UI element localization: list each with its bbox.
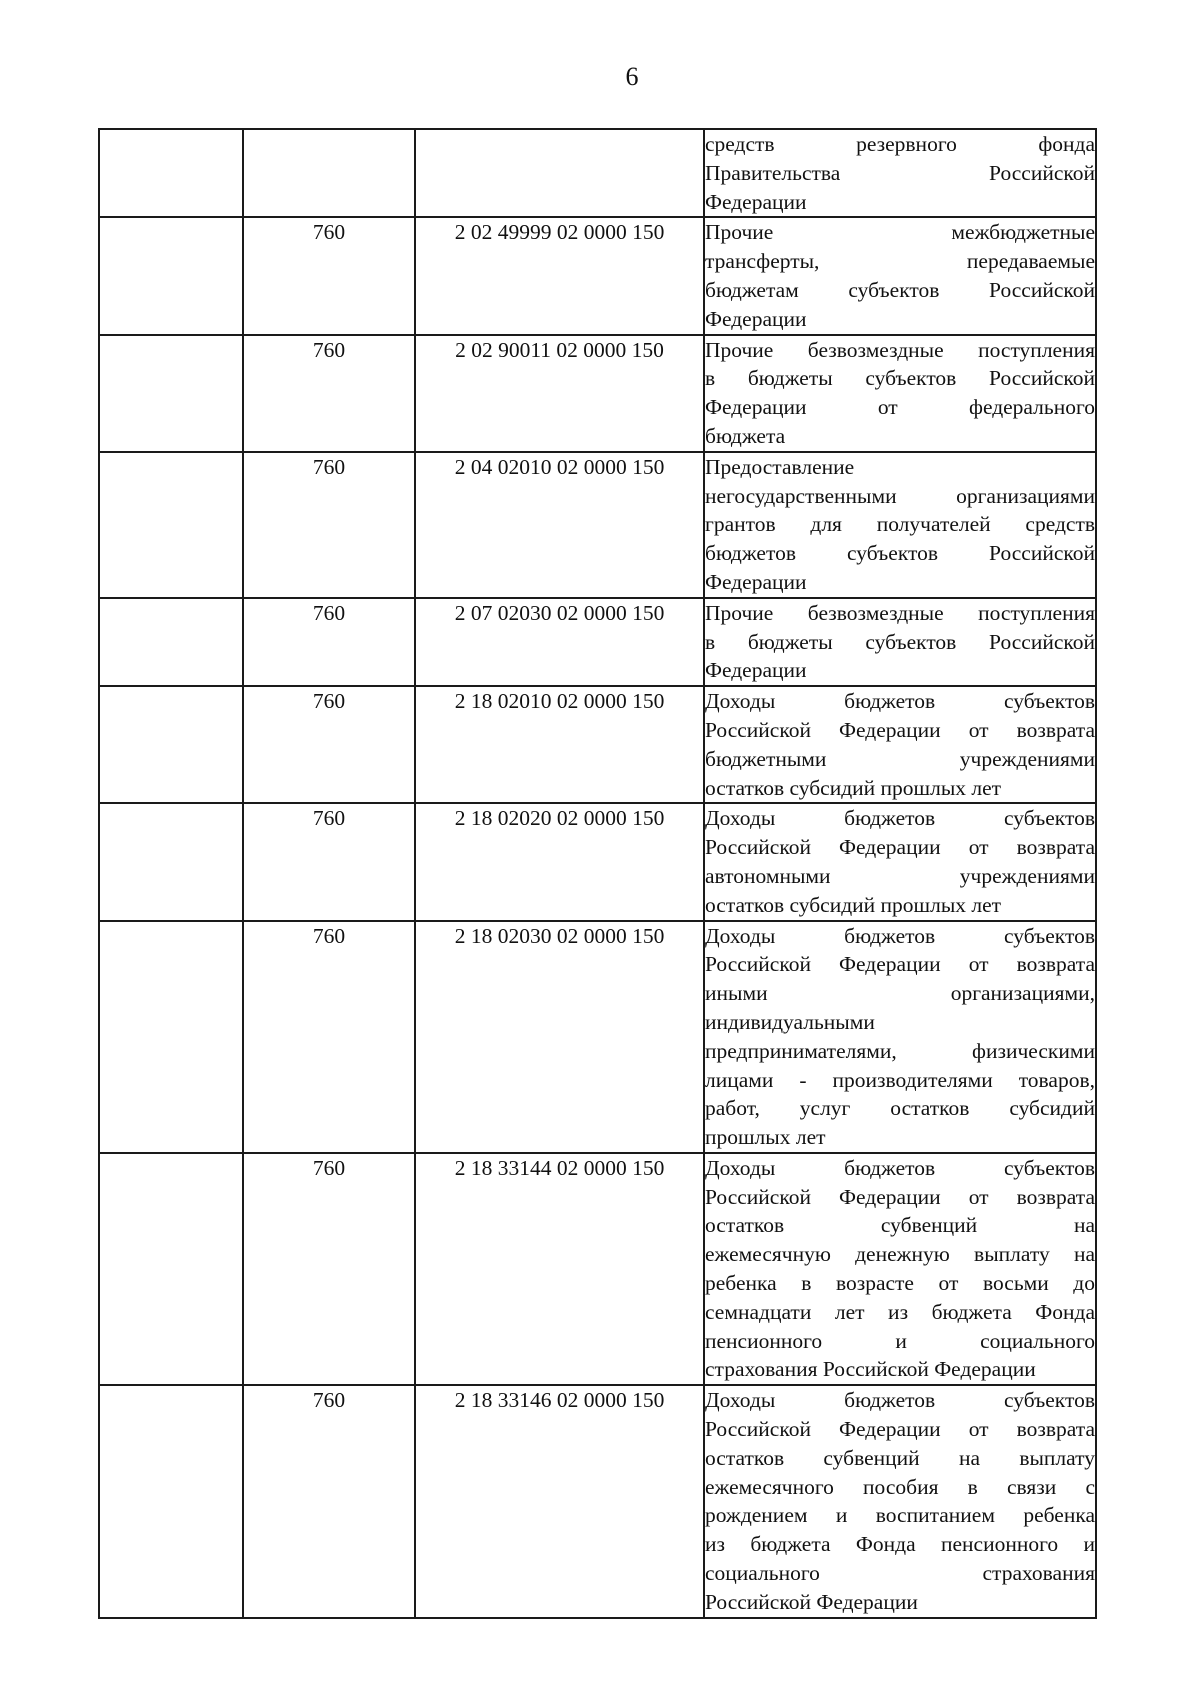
description-line: Доходы бюджетов субъектов <box>705 806 1095 831</box>
revenue-description-cell <box>704 686 1096 803</box>
empty-cell <box>99 921 243 1153</box>
budget-classification-code-cell: 2 04 02010 02 0000 150 <box>415 452 704 598</box>
description-line: остатков субсидий прошлых лет <box>705 775 1002 800</box>
description-line: Российской Федерации от возврата <box>705 1417 1095 1442</box>
description-line: страхования Российской Федерации <box>705 1357 1036 1382</box>
description-line: Российской Федерации от возврата <box>705 952 1095 977</box>
budget-classification-code-cell <box>415 129 704 217</box>
empty-cell <box>99 686 243 803</box>
description-line: в бюджеты субъектов Российской <box>705 629 1095 654</box>
description-line: трансферты, передаваемые <box>705 249 1095 274</box>
table-row <box>99 598 1096 686</box>
empty-cell <box>99 598 243 686</box>
table-row <box>99 217 1096 334</box>
description-line: рождением и воспитанием ребенка <box>705 1503 1095 1528</box>
budget-classification-code-cell: 2 07 02030 02 0000 150 <box>415 598 704 686</box>
table-row <box>99 1153 1096 1385</box>
empty-cell <box>99 803 243 920</box>
budget-classification-code-cell: 2 18 02010 02 0000 150 <box>415 686 704 803</box>
description-line: Российской Федерации от возврата <box>705 1184 1095 1209</box>
description-line: Федерации <box>705 189 807 214</box>
administrator-code-cell: 760 <box>243 452 415 598</box>
revenue-description-cell <box>704 803 1096 920</box>
description-line: Доходы бюджетов субъектов <box>705 689 1095 714</box>
table-row <box>99 921 1096 1153</box>
administrator-code-cell: 760 <box>243 921 415 1153</box>
description-line: бюджетов субъектов Российской <box>705 541 1095 566</box>
revenue-description-cell <box>704 129 1096 217</box>
revenue-description-cell <box>704 921 1096 1153</box>
description-line: Предоставление <box>705 454 855 479</box>
description-line: Прочие безвозмездные поступления <box>705 600 1095 625</box>
description-line: остатков субвенций на <box>705 1213 1095 1238</box>
description-line: автономными учреждениями <box>705 863 1095 888</box>
description-line: Федерации от федерального <box>705 395 1095 420</box>
administrator-code-cell: 760 <box>243 1385 415 1617</box>
budget-classification-code-cell: 2 18 33144 02 0000 150 <box>415 1153 704 1385</box>
administrator-code-cell: 760 <box>243 335 415 452</box>
table-row <box>99 452 1096 598</box>
description-line: из бюджета Фонда пенсионного и <box>705 1532 1095 1557</box>
description-line: Прочие межбюджетные <box>705 220 1095 245</box>
table-row <box>99 129 1096 217</box>
administrator-code-cell: 760 <box>243 598 415 686</box>
administrator-code-cell: 760 <box>243 1153 415 1385</box>
table-body <box>99 129 1096 1618</box>
description-line: ребенка в возрасте от восьми до <box>705 1271 1095 1296</box>
description-line: предпринимателями, физическими <box>705 1038 1095 1063</box>
revenue-description-cell <box>704 598 1096 686</box>
description-line: иными организациями, <box>705 981 1095 1006</box>
budget-classification-code-cell: 2 18 02020 02 0000 150 <box>415 803 704 920</box>
empty-cell <box>99 452 243 598</box>
budget-codes-table <box>98 128 1097 1619</box>
description-line: лицами - производителями товаров, <box>705 1067 1095 1092</box>
description-line: социального страхования <box>705 1561 1095 1586</box>
table-row <box>99 686 1096 803</box>
table-row <box>99 1385 1096 1617</box>
description-line: Федерации <box>705 569 807 594</box>
description-line: ежемесячную денежную выплату на <box>705 1242 1095 1267</box>
empty-cell <box>99 1153 243 1385</box>
revenue-description-cell <box>704 452 1096 598</box>
administrator-code-cell <box>243 129 415 217</box>
budget-classification-code-cell: 2 18 02030 02 0000 150 <box>415 921 704 1153</box>
page-number: 6 <box>625 62 639 91</box>
description-line: Федерации <box>705 306 807 331</box>
description-line: бюджетам субъектов Российской <box>705 277 1095 302</box>
description-line: Российской Федерации <box>705 1589 918 1614</box>
description-line: остатков субвенций на выплату <box>705 1445 1095 1470</box>
description-line: пенсионного и социального <box>705 1328 1095 1353</box>
description-line: бюджетными учреждениями <box>705 746 1095 771</box>
table-row <box>99 335 1096 452</box>
description-line: ежемесячного пособия в связи с <box>705 1474 1095 1499</box>
description-line: средств резервного фонда <box>705 132 1095 156</box>
description-line: Доходы бюджетов субъектов <box>705 923 1095 948</box>
budget-classification-code-cell: 2 18 33146 02 0000 150 <box>415 1385 704 1617</box>
revenue-description-cell <box>704 335 1096 452</box>
description-line: прошлых лет <box>705 1125 826 1150</box>
description-line: Правительства Российской <box>705 160 1095 185</box>
administrator-code-cell: 760 <box>243 686 415 803</box>
budget-classification-code-cell: 2 02 49999 02 0000 150 <box>415 217 704 334</box>
empty-cell <box>99 1385 243 1617</box>
description-line: грантов для получателей средств <box>705 512 1095 537</box>
table-row <box>99 803 1096 920</box>
description-line: Прочие безвозмездные поступления <box>705 337 1095 362</box>
description-line: Доходы бюджетов субъектов <box>705 1388 1095 1413</box>
description-line: Доходы бюджетов субъектов <box>705 1155 1095 1180</box>
empty-cell <box>99 217 243 334</box>
description-line: индивидуальными <box>705 1009 875 1034</box>
description-line: семнадцати лет из бюджета Фонда <box>705 1299 1095 1324</box>
administrator-code-cell: 760 <box>243 803 415 920</box>
empty-cell <box>99 335 243 452</box>
description-line: негосударственными организациями <box>705 483 1095 508</box>
description-line: бюджета <box>705 423 786 448</box>
budget-classification-code-cell: 2 02 90011 02 0000 150 <box>415 335 704 452</box>
description-line: Федерации <box>705 658 807 683</box>
administrator-code-cell: 760 <box>243 217 415 334</box>
revenue-description-cell <box>704 1153 1096 1385</box>
description-line: Российской Федерации от возврата <box>705 717 1095 742</box>
empty-cell <box>99 129 243 217</box>
revenue-description-cell <box>704 217 1096 334</box>
description-line: остатков субсидий прошлых лет <box>705 892 1002 917</box>
description-line: Российской Федерации от возврата <box>705 835 1095 860</box>
description-line: в бюджеты субъектов Российской <box>705 366 1095 391</box>
revenue-description-cell <box>704 1385 1096 1617</box>
description-line: работ, услуг остатков субсидий <box>705 1096 1095 1121</box>
